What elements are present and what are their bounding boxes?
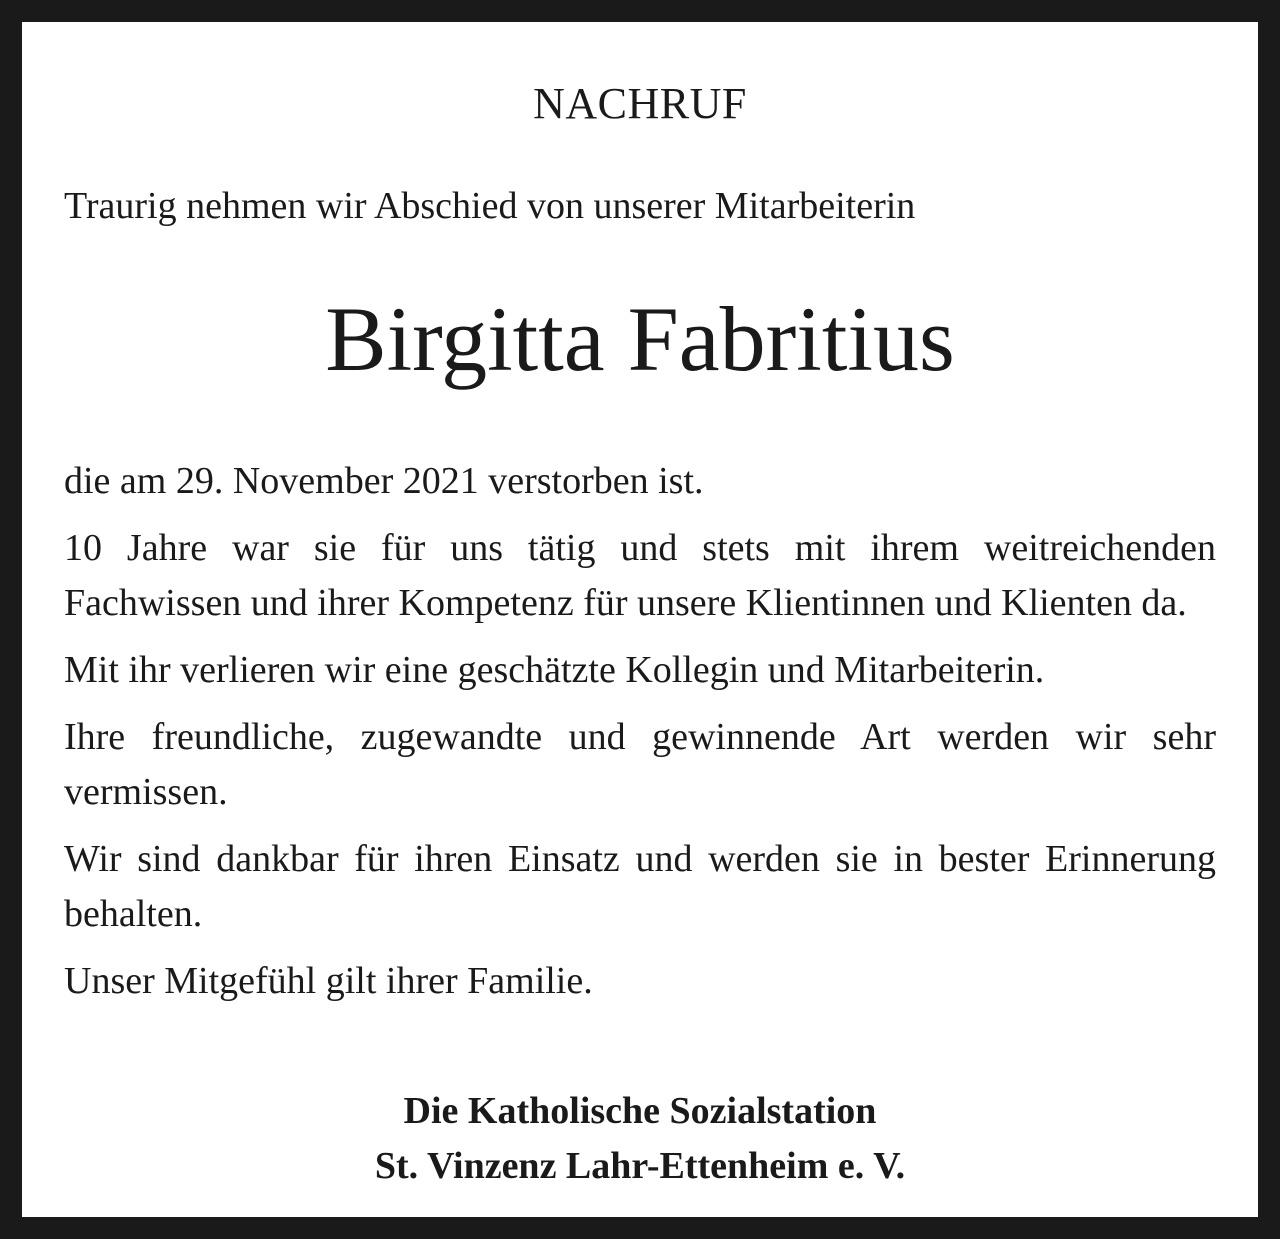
paragraph-date: die am 29. November 2021 verstorben ist. bbox=[64, 460, 704, 502]
paragraph-character: Ihre freundliche, zugewandte und gewinnende Art werden wir sehr vermissen. bbox=[64, 716, 1216, 813]
notice-body bbox=[64, 454, 1216, 1021]
notice-content bbox=[64, 22, 1216, 1217]
deceased-name: Birgitta Fabritius bbox=[325, 288, 955, 390]
paragraph-condolence: Unser Mitgefühl gilt ihrer Familie. bbox=[64, 960, 593, 1002]
sender-block bbox=[64, 1084, 1216, 1194]
intro-line: Traurig nehmen wir Abschied von unserer Mitarbeiterin bbox=[64, 185, 916, 227]
sender-line-1: Die Katholische Sozialstation bbox=[403, 1090, 877, 1132]
paragraph-service: 10 Jahre war sie für uns tätig und stets mit ihrem weitreichenden Fachwissen und ihrer Kompetenz für unsere Klientinnen und Klienten da. bbox=[64, 527, 1216, 624]
sender-line-2: St. Vinzenz Lahr-Ettenheim e. V. bbox=[374, 1145, 906, 1187]
notice-headline: NACHRUF bbox=[533, 79, 747, 128]
paragraph-loss: Mit ihr verlieren wir eine geschätzte Kollegin und Mitarbeiterin. bbox=[64, 649, 1045, 691]
paragraph-gratitude: Wir sind dankbar für ihren Einsatz und werden sie in bester Erinnerung behalten. bbox=[64, 838, 1216, 935]
